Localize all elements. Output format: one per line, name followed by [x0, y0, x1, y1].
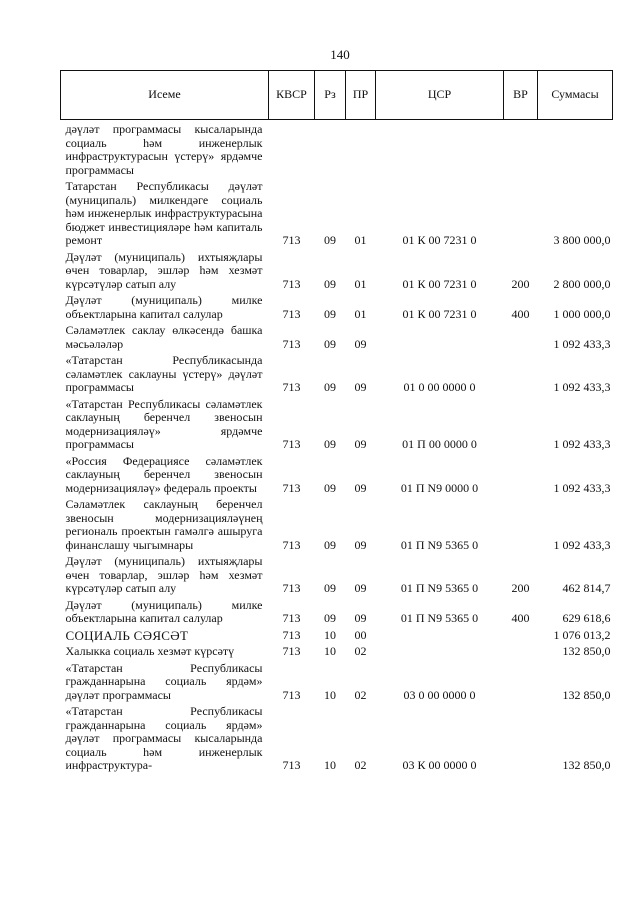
cell-kvsr: 713: [282, 437, 301, 451]
cell-csr: 03 0 00 0000 0: [403, 687, 476, 702]
cell-csr: 03 К 00 0000 0: [402, 758, 477, 772]
cell-csr: 01 П N9 5365 0: [400, 581, 479, 595]
cell-name: Татарстан Республикасы дәүләт (муниципаль) милкендәге социаль һәм инженерлык инфраструктурасына бюджет инвестицияләре һәм капиталь ремонт: [65, 179, 263, 247]
table-row: [61, 552, 613, 596]
cell-sum: 132 850,0: [562, 644, 611, 658]
cell-kvsr: 713: [282, 480, 301, 495]
cell-pr: 02: [354, 687, 367, 702]
table-row: [61, 351, 613, 395]
table-row: [61, 659, 613, 703]
header-rz: Рз: [315, 71, 346, 120]
cell-csr: [376, 120, 504, 178]
cell-vr: [504, 177, 538, 248]
cell-rz: 09: [324, 336, 336, 351]
cell-name: Сәламәтлек саклау өлкәсендә башка мәсьәләләр: [65, 323, 263, 351]
header-name: Исеме: [61, 71, 269, 120]
cell-csr: 01 К 00 7231 0: [402, 276, 477, 291]
cell-sum: 462 814,7: [562, 581, 611, 595]
cell-vr: [504, 351, 538, 395]
table-row: [61, 626, 613, 643]
cell-vr: [504, 321, 538, 351]
cell-rz: 09: [324, 480, 336, 495]
cell-rz: 09: [324, 611, 336, 625]
cell-rz: 09: [324, 276, 336, 291]
cell-sum: 1 092 433,3: [553, 537, 611, 552]
cell-sum: 1 076 013,2: [553, 627, 611, 642]
cell-rz: 09: [324, 233, 336, 247]
cell-pr: 09: [354, 437, 367, 451]
cell-name: «Татарстан Республикасы гражданнарына социаль ярдәм» дәүләт программасы кысаларында социаль һәм инженерлык инфраструктура-: [65, 704, 263, 772]
cell-pr: 02: [354, 758, 367, 772]
cell-vr: 400: [511, 611, 530, 625]
cell-sum: [538, 120, 613, 178]
cell-vr: [504, 702, 538, 773]
cell-sum: 132 850,0: [562, 687, 611, 702]
cell-vr: [504, 659, 538, 703]
cell-kvsr: 713: [282, 581, 301, 595]
cell-vr: [504, 642, 538, 659]
cell-rz: 09: [324, 581, 336, 595]
cell-name: «Татарстан Республикасы гражданнарына социаль ярдәм» дәүләт программасы: [65, 660, 263, 702]
cell-rz: 10: [324, 758, 336, 772]
cell-vr: [504, 626, 538, 643]
cell-vr: [504, 495, 538, 552]
header-csr: ЦСР: [376, 71, 504, 120]
cell-sum: 1 092 433,3: [553, 480, 611, 495]
cell-pr: 09: [354, 336, 367, 351]
cell-vr: 200: [511, 276, 530, 291]
cell-pr: 01: [354, 233, 367, 247]
cell-kvsr: 713: [282, 233, 301, 247]
cell-rz: 09: [324, 380, 336, 394]
cell-csr: 01 К 00 7231 0: [402, 306, 477, 321]
header-sum: Суммасы: [538, 71, 613, 120]
cell-kvsr: 713: [282, 276, 301, 291]
budget-table: [60, 70, 613, 773]
cell-sum: 1 092 433,3: [553, 380, 611, 394]
cell-rz: 09: [324, 306, 336, 321]
cell-kvsr: 713: [282, 627, 301, 642]
cell-kvsr: 713: [282, 758, 301, 772]
cell-rz: [315, 120, 346, 178]
cell-pr: 01: [354, 276, 367, 291]
cell-rz: 09: [324, 437, 336, 451]
cell-csr: 01 П N9 0000 0: [400, 480, 479, 495]
cell-csr: [376, 642, 504, 659]
cell-name: Халыкка социаль хезмәт күрсәтү: [65, 644, 235, 658]
cell-pr: 09: [354, 380, 367, 394]
cell-pr: 00: [354, 627, 367, 642]
cell-name: «Россия Федерациясе сәламәтлек саклауның беренчел звеносын модернизацияләү» федераль проекты: [65, 453, 263, 495]
cell-name: Дәүләт (муниципаль) милке объектларына капитал салулар: [65, 293, 263, 321]
cell-name: СОЦИАЛЬ СӘЯСӘТ: [65, 627, 189, 643]
cell-name: Дәүләт (муниципаль) ихтыяҗлары өчен товарлар, эшләр һәм хезмәт күрсәтүләр сатып алу: [65, 249, 263, 291]
cell-rz: 10: [324, 627, 336, 642]
cell-rz: 10: [324, 644, 336, 658]
cell-pr: 09: [354, 480, 367, 495]
table-row: [61, 495, 613, 552]
cell-pr: 02: [354, 644, 367, 658]
cell-kvsr: [269, 120, 315, 178]
cell-vr: [504, 120, 538, 178]
header-vr: ВР: [504, 71, 538, 120]
cell-csr: 01 П N9 5365 0: [400, 611, 479, 625]
cell-vr: [504, 452, 538, 496]
cell-name: Сәламәтлек саклауның беренчел звеносын модернизацияләүнең региональ проектын гамәлгә ашыруга финанслашу чыгымнары: [65, 497, 263, 552]
cell-kvsr: 713: [282, 336, 301, 351]
cell-kvsr: 713: [282, 687, 301, 702]
cell-pr: 01: [354, 306, 367, 321]
cell-kvsr: 713: [282, 306, 301, 321]
cell-csr: [376, 626, 504, 643]
cell-vr: 200: [511, 581, 530, 595]
table-row: [61, 321, 613, 351]
cell-sum: 629 618,6: [562, 611, 611, 625]
header-pr: ПР: [346, 71, 376, 120]
table-row: [61, 395, 613, 452]
cell-csr: 01 0 00 0000 0: [403, 380, 476, 394]
cell-sum: 1 092 433,3: [553, 336, 611, 351]
cell-sum: 132 850,0: [562, 758, 611, 772]
cell-name: «Татарстан Республикасында сәламәтлек саклауны үстерү» дәүләт программасы: [65, 353, 263, 394]
cell-vr: 400: [511, 306, 530, 321]
page-number: 140: [330, 47, 350, 62]
cell-sum: 3 800 000,0: [553, 233, 611, 247]
header-kvsr: КВСР: [269, 71, 315, 120]
cell-sum: 1 000 000,0: [553, 306, 611, 321]
cell-pr: 09: [354, 537, 367, 552]
cell-kvsr: 713: [282, 380, 301, 394]
table-row: [61, 248, 613, 292]
cell-csr: 01 К 00 7231 0: [402, 233, 477, 247]
cell-sum: 2 800 000,0: [553, 276, 611, 291]
cell-csr: 01 П 00 0000 0: [402, 437, 477, 451]
cell-vr: [504, 395, 538, 452]
table-row: [61, 642, 613, 659]
cell-csr: [376, 321, 504, 351]
cell-name: дәүләт программасы кысаларында социаль һәм инженерлык инфраструктурасын үстерү» ярдәмче программасы: [65, 122, 263, 177]
table-row: [61, 452, 613, 496]
cell-rz: 09: [324, 537, 336, 552]
table-header: [61, 71, 613, 120]
table-row: [61, 702, 613, 773]
cell-name: «Татарстан Республикасы сәламәтлек саклауның беренчел звеносын модернизацияләү» ярдәмче программасы: [65, 396, 263, 451]
table-body: [61, 120, 613, 773]
table-row: [61, 177, 613, 248]
cell-kvsr: 713: [282, 611, 301, 625]
table-row: [61, 120, 613, 178]
table-row: [61, 291, 613, 321]
cell-csr: 01 П N9 5365 0: [400, 537, 479, 552]
cell-pr: 09: [354, 611, 367, 625]
cell-kvsr: 713: [282, 537, 301, 552]
table-row: [61, 596, 613, 626]
cell-rz: 10: [324, 687, 336, 702]
cell-pr: 09: [354, 581, 367, 595]
cell-name: Дәүләт (муниципаль) милке объектларына капитал салулар: [65, 597, 263, 625]
cell-name: Дәүләт (муниципаль) ихтыяҗлары өчен товарлар, эшләр һәм хезмәт күрсәтүләр сатып алу: [65, 554, 263, 595]
cell-kvsr: 713: [282, 644, 301, 658]
cell-pr: [346, 120, 376, 178]
cell-sum: 1 092 433,3: [553, 437, 611, 451]
